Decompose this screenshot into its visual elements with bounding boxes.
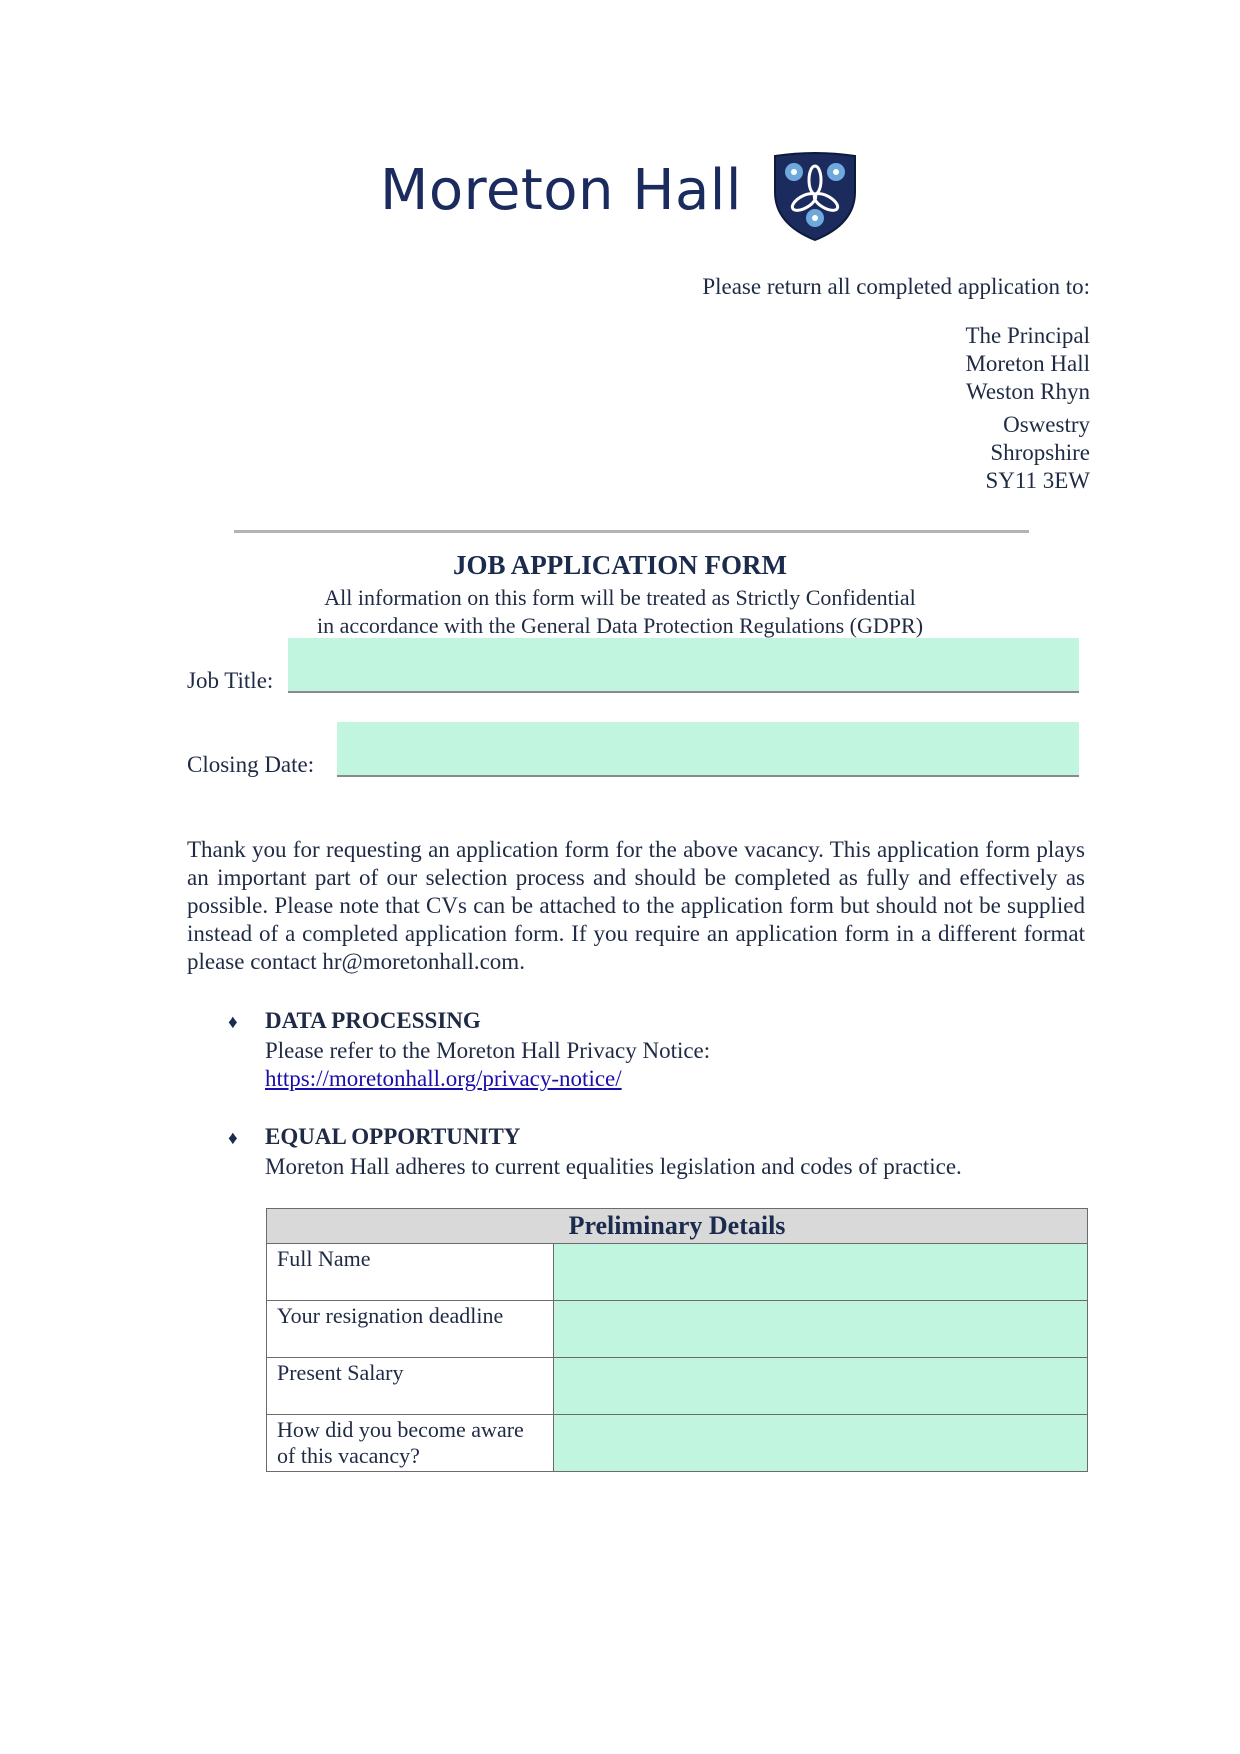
equal-opportunity-text: Moreton Hall adheres to current equalities legislation and codes of practice. <box>265 1154 962 1179</box>
table-row <box>267 1358 1088 1415</box>
table-row <box>267 1301 1088 1358</box>
diamond-bullet-icon: ♦ <box>228 1128 238 1149</box>
return-instructions: Please return all completed application to: <box>702 274 1090 299</box>
address-line: The Principal <box>965 323 1090 348</box>
row-label-present-salary: Present Salary <box>267 1358 554 1415</box>
shield-crest-icon <box>772 152 858 242</box>
address-line: Oswestry <box>1003 412 1090 437</box>
intro-paragraph: Thank you for requesting an application form for the above vacancy. This application form plays an important part of our selection process and should be completed as fully and effectively as possible. Please note that CVs can be attached to the application form but should not be supplied instead of a completed application form. If you require an application form in a different format please contact hr@moretonhall.com. <box>187 837 1085 974</box>
resignation-deadline-field[interactable] <box>554 1301 1088 1358</box>
confidentiality-line: All information on this form will be treated as Strictly Confidential <box>324 585 916 610</box>
confidentiality-notice <box>0 584 1240 640</box>
full-name-field[interactable] <box>554 1244 1088 1301</box>
row-label-full-name: Full Name <box>267 1244 554 1301</box>
address-line: SY11 3EW <box>985 468 1090 493</box>
table-header-row <box>267 1209 1088 1244</box>
confidentiality-line: in accordance with the General Data Protection Regulations (GDPR) <box>316 613 924 638</box>
table-row <box>267 1244 1088 1301</box>
row-label-resignation-deadline: Your resignation deadline <box>267 1301 554 1358</box>
privacy-notice-link[interactable]: https://moretonhall.org/privacy-notice/ <box>265 1066 622 1091</box>
equal-opportunity-heading: EQUAL OPPORTUNITY <box>265 1124 521 1149</box>
data-processing-heading: DATA PROCESSING <box>265 1008 481 1033</box>
job-title-field[interactable] <box>288 638 1079 693</box>
closing-date-label: Closing Date: <box>187 752 315 777</box>
address-block-bottom <box>985 411 1090 495</box>
job-title-label: Job Title: <box>187 668 274 693</box>
table-row <box>267 1415 1088 1472</box>
diamond-bullet-icon: ♦ <box>228 1012 238 1033</box>
address-line: Shropshire <box>990 440 1090 465</box>
logo-wordmark: Moreton Hall <box>380 158 742 223</box>
vacancy-awareness-field[interactable] <box>554 1415 1088 1472</box>
address-line: Moreton Hall <box>965 351 1090 376</box>
present-salary-field[interactable] <box>554 1358 1088 1415</box>
header-divider <box>234 530 1029 533</box>
form-title: JOB APPLICATION FORM <box>452 550 787 580</box>
data-processing-text: Please refer to the Moreton Hall Privacy Notice: <box>265 1038 711 1063</box>
preliminary-details-title: Preliminary Details <box>267 1209 1088 1244</box>
preliminary-details-table <box>266 1208 1088 1472</box>
row-label-vacancy-awareness: How did you become aware of this vacancy? <box>267 1415 554 1472</box>
address-line: Weston Rhyn <box>965 379 1090 404</box>
address-block-top <box>965 322 1090 406</box>
closing-date-field[interactable] <box>337 722 1079 777</box>
